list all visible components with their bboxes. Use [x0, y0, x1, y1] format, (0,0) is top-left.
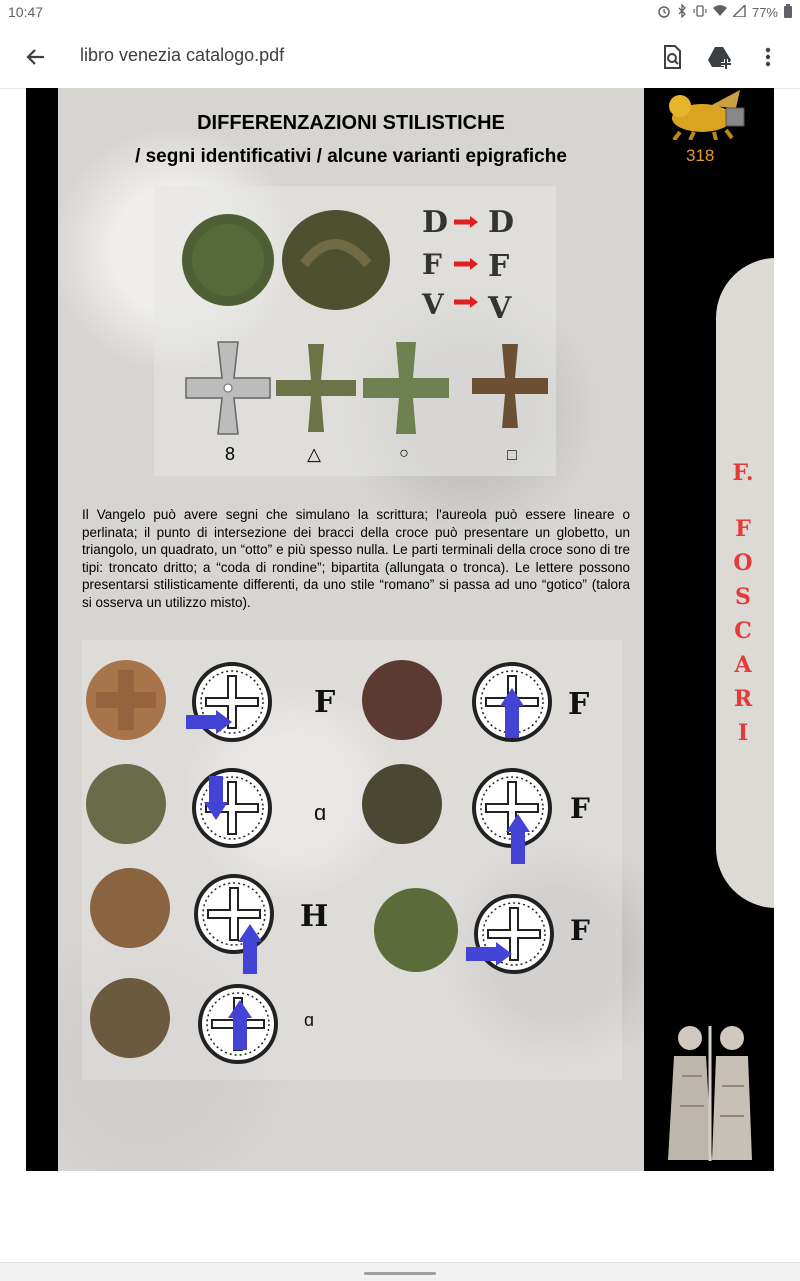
wifi-icon — [713, 5, 727, 20]
battery-percent: 77% — [751, 5, 778, 20]
coin-row-4-left — [90, 978, 314, 1062]
cross-with-triangle — [276, 344, 356, 432]
cross-mark-label: ○ — [399, 445, 409, 462]
catalog-page-paper — [58, 88, 644, 1171]
cross-variants-figure — [154, 186, 556, 476]
svg-text:F: F — [488, 249, 510, 284]
body-paragraph: Il Vangelo può avere segni che simulano la scrittura; l'aureola può essere lineare o perlinata; il punto di intersezione dei bracci della croce può presentare un globetto, un triangolo, un quadrato, un “otto” e più spesso nulla. Le parti terminali della croce sono di tre tipi: troncato dritto; a “coda di rondine”; bipartita (allungata o tronca). Le lettere possono presentarsi stilisticamente differenti, da uno stile “romano” si passa ad uno “gotico” (talora si osserva un utilizzo misto). — [82, 507, 630, 610]
svg-text:F: F — [314, 685, 336, 720]
svg-text:F: F — [568, 687, 590, 722]
more-options-icon — [754, 43, 782, 71]
find-in-page-icon — [658, 43, 686, 71]
svg-text:ɑ: ɑ — [314, 800, 327, 825]
page-subheading: / segni identificativi / alcune varianti epigrafiche — [135, 146, 567, 167]
status-bar — [0, 0, 800, 26]
side-name-letter: S — [735, 584, 751, 610]
saints-figure-image — [662, 1016, 758, 1166]
lion-of-saint-mark-logo — [660, 88, 750, 140]
signal-icon — [733, 5, 746, 20]
cross-mark-label: △ — [307, 444, 321, 464]
side-name-letter: F — [735, 516, 751, 542]
coin-row-2-left — [86, 764, 326, 846]
vibrate-icon — [693, 4, 707, 21]
svg-text:ɑ: ɑ — [304, 1010, 315, 1030]
svg-text:V: V — [422, 288, 444, 321]
cross-with-circle — [363, 342, 449, 434]
svg-text:D: D — [422, 205, 449, 240]
svg-text:F: F — [570, 914, 590, 947]
app-bar — [0, 26, 800, 89]
cross-with-square — [472, 344, 548, 428]
side-name-foscari — [726, 456, 760, 750]
add-to-drive-button[interactable] — [706, 43, 734, 71]
side-name-letter: C — [734, 618, 752, 644]
arrow-back-icon — [22, 43, 50, 71]
svg-text:F: F — [570, 792, 590, 825]
side-name-letter: R — [733, 686, 753, 712]
battery-icon — [784, 4, 792, 21]
page-number: 318 — [686, 146, 715, 165]
coin-variants-grid — [82, 640, 622, 1080]
letter-variant-d — [422, 205, 514, 240]
bluetooth-icon — [677, 4, 687, 21]
coin-row-3-left — [90, 868, 328, 974]
back-button[interactable] — [22, 43, 50, 71]
coin-image — [282, 210, 390, 310]
coin-image — [182, 214, 274, 306]
status-icons — [657, 4, 792, 21]
document-title: libro venezia catalogo.pdf — [80, 45, 285, 65]
svg-text:H: H — [300, 899, 329, 934]
coin-row-3-right — [374, 888, 590, 972]
cross-mark-label: 8 — [224, 444, 236, 464]
more-options-button[interactable] — [754, 43, 782, 71]
coin-row-2-right — [362, 764, 590, 864]
svg-text:F: F — [422, 248, 442, 281]
side-name-letter: F. — [732, 460, 754, 486]
letter-variant-f — [422, 248, 509, 284]
find-in-page-button[interactable] — [658, 43, 686, 71]
page-heading: DIFFERENZAZIONI STILISTICHE — [197, 112, 505, 134]
coin-row-1-right — [362, 660, 589, 740]
cross-with-globule — [186, 342, 270, 434]
side-name-letter: O — [733, 550, 753, 576]
alarm-icon — [657, 4, 671, 21]
status-time: 10:47 — [8, 4, 44, 20]
pdf-page[interactable] — [26, 88, 774, 1171]
letter-variant-v — [421, 288, 512, 326]
svg-text:D: D — [488, 205, 515, 240]
svg-text:V: V — [488, 291, 512, 326]
side-name-letter: I — [737, 720, 749, 746]
coin-row-1-left — [86, 660, 335, 740]
side-name-letter: A — [734, 652, 752, 678]
gesture-handle[interactable] — [364, 1272, 436, 1275]
add-to-drive-icon — [706, 43, 734, 71]
cross-mark-label: □ — [507, 447, 517, 464]
